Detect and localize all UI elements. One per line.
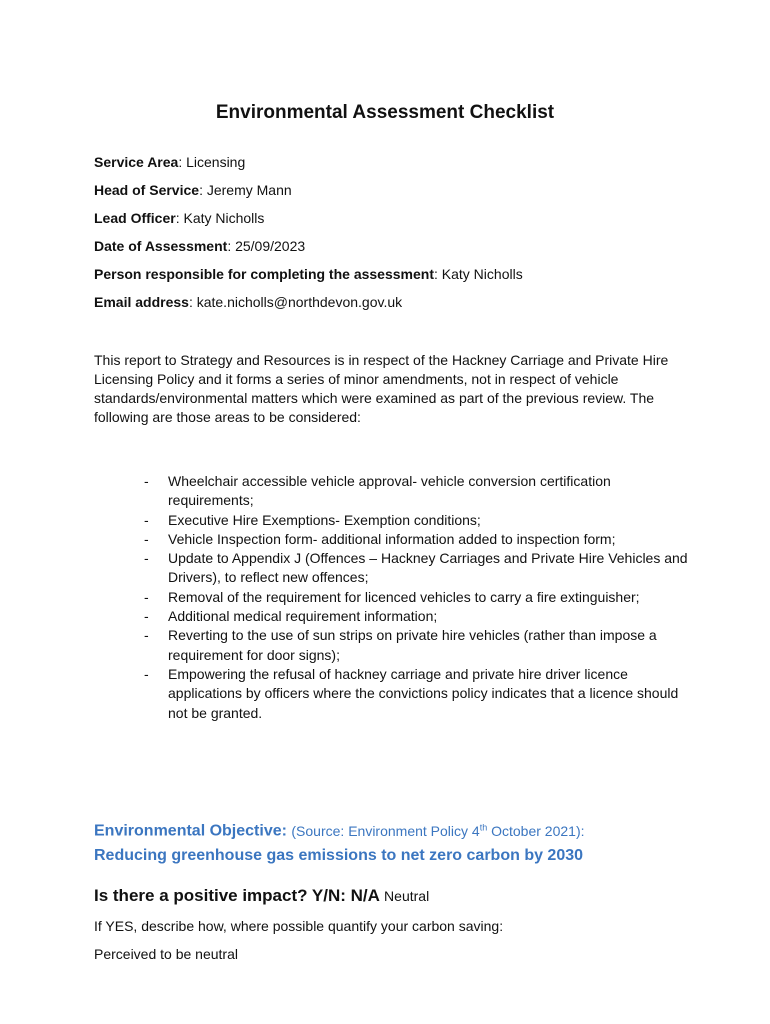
head-of-service-label: Head of Service (94, 182, 200, 198)
objective-source (291, 823, 584, 839)
service-area-label: Service Area (94, 154, 179, 170)
list-item-text: Vehicle Inspection form- additional information added to inspection form; (168, 530, 616, 547)
bullet-dash: - (144, 511, 149, 528)
list-item-text: Empowering the refusal of hackney carriage and private hire driver licence applications by officers where the convictions policy indicates that a licence should not be granted. (168, 665, 679, 721)
bullet-dash: - (144, 608, 149, 625)
assessment-details (94, 152, 714, 320)
lead-officer-value: : Katy Nicholls (175, 210, 265, 226)
date-of-assessment-row (94, 236, 714, 264)
email-address-label: Email address (94, 294, 189, 310)
bullet-dash: - (144, 473, 149, 489)
bullet-dash: - (144, 550, 149, 567)
bullet-dash: - (144, 665, 149, 682)
impact-question-line (94, 886, 714, 906)
list-item (94, 626, 694, 665)
list-item (94, 472, 694, 511)
impact-response: Perceived to be neutral (94, 946, 238, 962)
intro-paragraph: This report to Strategy and Resources is in respect of the Hackney Carriage and Private Hire Licensing Policy and it forms a series of minor amendments, not in respect of vehicle standards/environmental matters which were examined as part of the previous review. The following are those areas to be considered: (94, 352, 669, 425)
amendments-list (94, 472, 694, 723)
date-of-assessment-label: Date of Assessment (94, 238, 228, 254)
email-address-value: : kate.nicholls@northdevon.gov.uk (188, 294, 403, 310)
bullet-dash: - (144, 530, 149, 547)
bullet-dash: - (144, 588, 149, 605)
objective-source-superscript: th (479, 822, 488, 832)
document-title: Environmental Assessment Checklist (215, 102, 555, 123)
list-item-text: Update to Appendix J (Offences – Hackney Carriages and Private Hire Vehicles and Drivers), to reflect new offences; (168, 550, 688, 586)
objective-heading-line (94, 815, 734, 844)
bullet-dash: - (144, 627, 149, 644)
head-of-service-value: : Jeremy Mann (199, 182, 292, 198)
if-yes-prompt: If YES, describe how, where possible quantify your carbon saving: (94, 918, 504, 934)
service-area-value: : Licensing (178, 154, 246, 170)
person-responsible-value: : Katy Nicholls (434, 266, 523, 282)
list-item (94, 607, 694, 626)
head-of-service-row (94, 180, 714, 208)
list-item-text: Reverting to the use of sun strips on private hire vehicles (rather than impose a requirement for door signs); (168, 627, 657, 663)
objective-goal: Reducing greenhouse gas emissions to net zero carbon by 2030 (94, 846, 584, 864)
list-item (94, 530, 694, 549)
list-item (94, 665, 694, 723)
lead-officer-row (94, 208, 714, 236)
impact-answer: Neutral (384, 888, 430, 904)
service-area-row (94, 152, 714, 180)
list-item-text: Additional medical requirement information; (168, 608, 438, 625)
list-item (94, 511, 694, 530)
list-item (94, 588, 694, 607)
lead-officer-label: Lead Officer (94, 210, 176, 226)
person-responsible-label: Person responsible for completing the assessment (94, 266, 434, 282)
objective-heading: Environmental Objective: (94, 822, 287, 840)
date-of-assessment-value: : 25/09/2023 (227, 238, 306, 254)
person-responsible-row (94, 264, 714, 292)
list-item-text: Executive Hire Exemptions- Exemption conditions; (168, 511, 481, 528)
objective-source-suffix: October 2021): (487, 822, 585, 839)
environmental-objective (94, 815, 734, 868)
list-item-text: Removal of the requirement for licenced vehicles to carry a fire extinguisher; (168, 588, 640, 605)
list-item (94, 549, 694, 588)
list-item-text: Wheelchair accessible vehicle approval- vehicle conversion certification requirements; (168, 473, 611, 509)
impact-question: Is there a positive impact? Y/N: N/A (94, 886, 380, 905)
email-address-row (94, 292, 714, 320)
objective-source-prefix: (Source: Environment Policy 4 (291, 822, 480, 839)
